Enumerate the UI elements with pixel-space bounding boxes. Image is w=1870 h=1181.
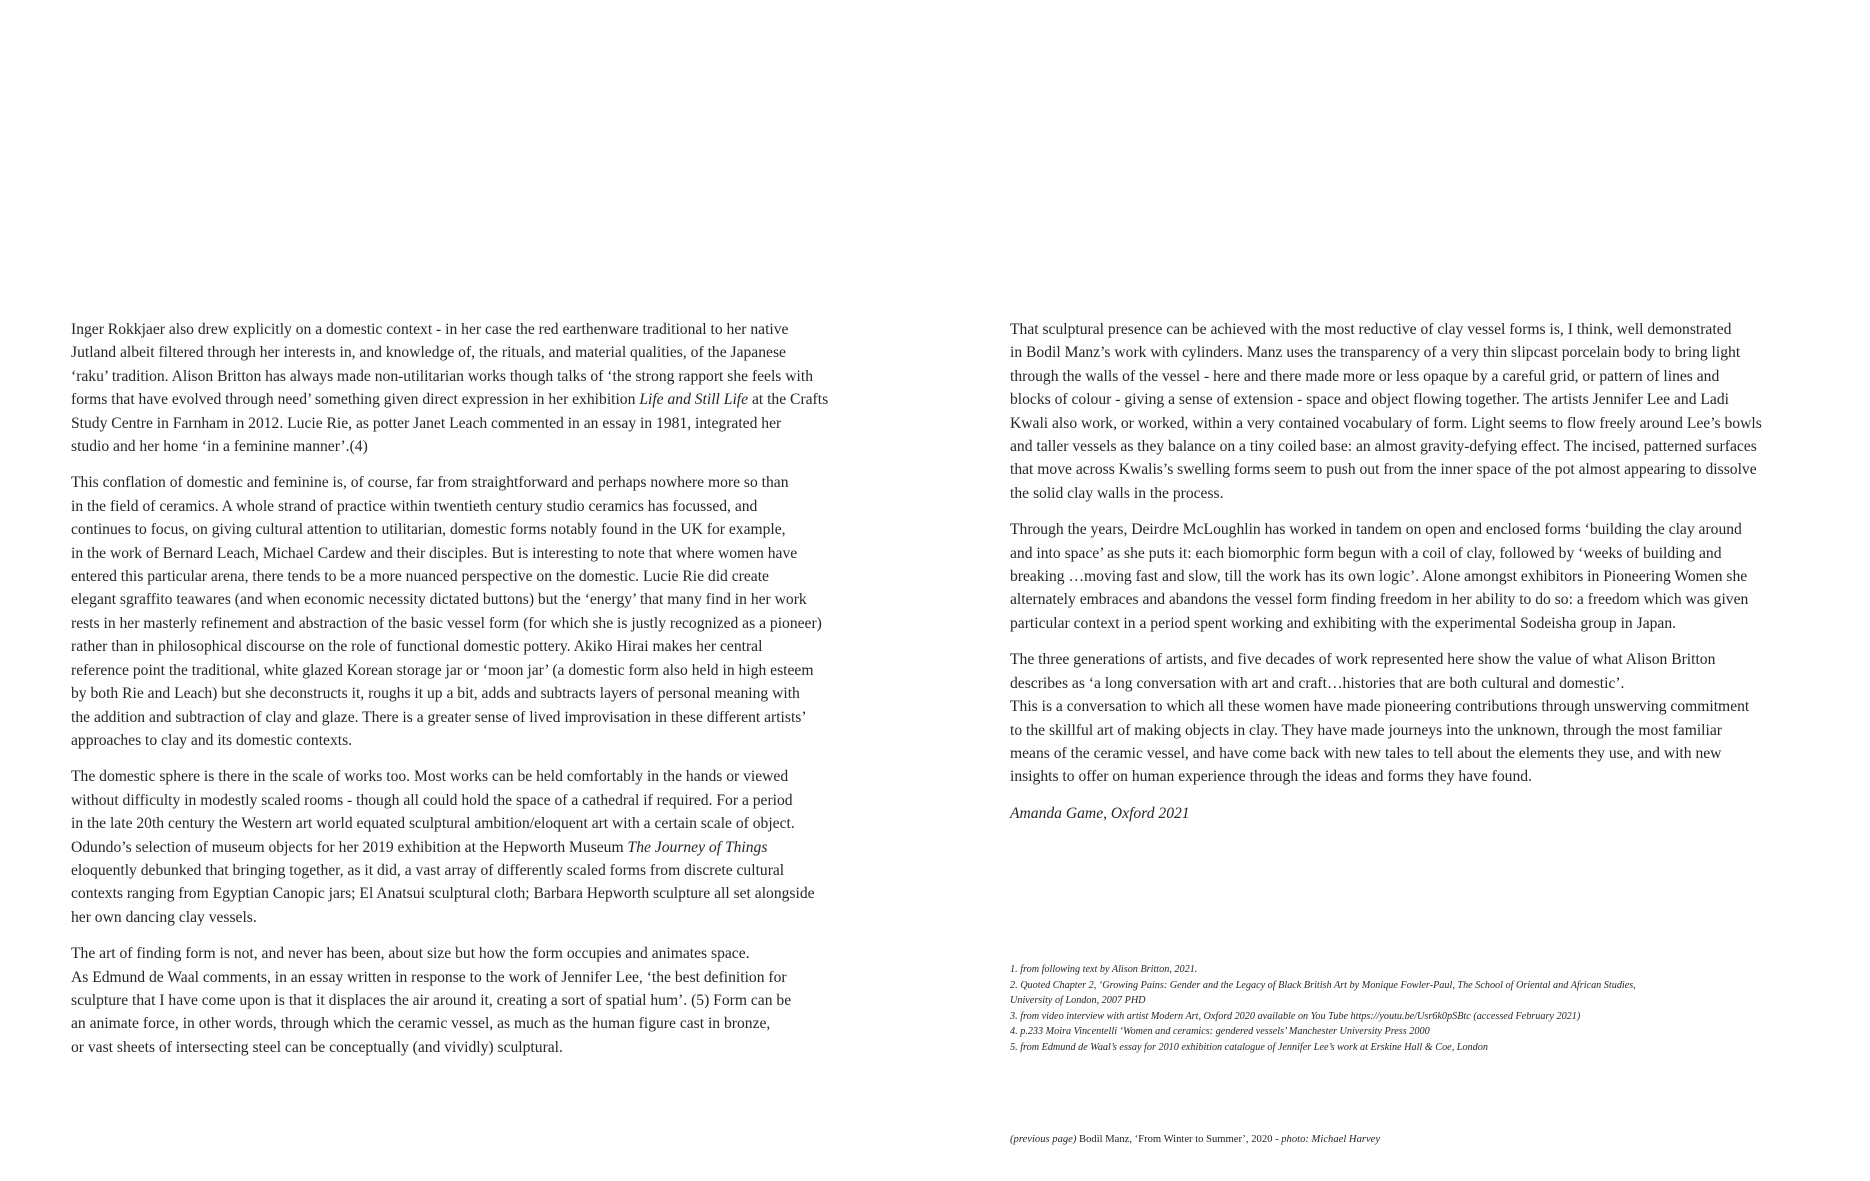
- exhibition-title: The Journey of Things: [627, 838, 768, 856]
- image-caption: [1010, 1133, 1380, 1147]
- text-line: This conflation of domestic and feminine is, of course, far from straightforward and perhaps nowhere more so than: [71, 474, 789, 492]
- text-line: blocks of colour - giving a sense of extension - space and object flowing together. The artists Jennifer Lee and Ladi: [1010, 391, 1729, 409]
- text-line: This is a conversation to which all these women have made pioneering contributions through unswerving commitment: [1010, 698, 1750, 716]
- left-paragraph-1: [71, 318, 911, 458]
- caption-text: Bodil Manz, ‘From Winter to Summer’, 2020 -: [1076, 1134, 1282, 1145]
- photo-credit: photo: Michael Harvey: [1281, 1134, 1381, 1145]
- footnote: 1. from following text by Alison Britton, 2021.: [1010, 964, 1198, 975]
- caption-prefix: (previous page): [1010, 1134, 1077, 1145]
- text-line: entered this particular arena, there tends to be a more nuanced perspective on the domestic. Lucie Rie did create: [71, 568, 769, 586]
- text-line: Study Centre in Farnham in 2012. Lucie Rie, as potter Janet Leach commented in an essay in 1981, integrated her: [71, 414, 782, 432]
- text-line: Jutland albeit filtered through her interests in, and knowledge of, the rituals, and material qualities, of the Japanese: [71, 344, 786, 362]
- exhibition-title: Life and Still Life: [639, 391, 749, 409]
- text-line: reference point the traditional, white glazed Korean storage jar or ‘moon jar’ (a domestic form also held in high esteem: [71, 661, 814, 679]
- text-run: forms that have evolved through need’ something given direct expression in her exhibition: [71, 391, 640, 409]
- footnote: 3. from video interview with artist Modern Art, Oxford 2020 available on You Tube https://youtu.be/Usr6k0pSBtc (accessed February 2021): [1010, 1010, 1581, 1022]
- left-paragraph-4: [71, 942, 911, 1059]
- text-line: through the walls of the vessel - here and there made more or less opaque by a careful grid, or pattern of lines and: [1010, 367, 1720, 385]
- right-page: [935, 0, 1870, 1181]
- text-line: by both Rie and Leach) but she deconstructs it, roughs it up a bit, adds and subtracts layers of personal meaning with: [71, 685, 800, 703]
- text-line: in the field of ceramics. A whole strand of practice within twentieth century studio ceramics has focussed, and: [71, 497, 758, 515]
- text-line: eloquently debunked that bringing together, as it did, a vast array of differently scaled forms from discrete cultural: [71, 861, 785, 879]
- text-line: [71, 836, 911, 859]
- left-paragraph-3: [71, 765, 911, 929]
- text-line: breaking …moving fast and slow, till the work has its own logic’. Alone amongst exhibitors in Pioneering Women she: [1010, 568, 1748, 586]
- text-line: Inger Rokkjaer also drew explicitly on a domestic context - in her case the red earthenware traditional to her native: [71, 321, 789, 338]
- left-text-column: [71, 318, 911, 1072]
- text-run: at the Crafts: [748, 391, 829, 409]
- text-line: The three generations of artists, and five decades of work represented here show the value of what Alison Britton: [1010, 651, 1716, 669]
- right-paragraph-2: [1010, 518, 1850, 635]
- right-paragraph-3: [1010, 648, 1850, 788]
- text-line: studio and her home ‘in a feminine manner’.(4): [71, 438, 368, 456]
- text-line: insights to offer on human experience through the ideas and forms they have found.: [1010, 768, 1532, 786]
- right-paragraph-1: [1010, 318, 1850, 505]
- text-line: the addition and subtraction of clay and glaze. There is a greater sense of lived improvisation in these different artists’: [71, 708, 807, 726]
- text-line: contexts ranging from Egyptian Canopic jars; El Anatsui sculptural cloth; Barbara Hepworth sculpture all set alongside: [71, 885, 815, 903]
- text-line: without difficulty in modestly scaled rooms - though all could hold the space of a cathedral if required. For a period: [71, 791, 793, 809]
- text-line: [71, 388, 911, 411]
- footnote: 4. p.233 Moira Vincentelli ‘Women and ceramics: gendered vessels’ Manchester University Press 2000: [1010, 1026, 1430, 1037]
- text-line: and into space’ as she puts it: each biomorphic form begun with a coil of clay, followed by ‘weeks of building and: [1010, 544, 1722, 562]
- text-line: As Edmund de Waal comments, in an essay written in response to the work of Jennifer Lee, ‘the best definition for: [71, 968, 787, 986]
- text-line: The domestic sphere is there in the scale of works too. Most works can be held comfortably in the hands or viewed: [71, 768, 789, 786]
- text-line: The art of finding form is not, and never has been, about size but how the form occupies and animates space.: [71, 945, 750, 963]
- text-line: that move across Kwalis’s swelling forms seem to push out from the inner space of the pot almost appearing to dissolve: [1010, 461, 1757, 479]
- text-line: ‘raku’ tradition. Alison Britton has always made non-utilitarian works though talks of ‘the strong rapport she feels with: [71, 367, 813, 385]
- author-signature: Amanda Game, Oxford 2021: [1010, 804, 1190, 822]
- text-line: rather than in philosophical discourse on the role of functional domestic pottery. Akiko Hirai makes her central: [71, 638, 763, 656]
- text-line: sculpture that I have come upon is that it displaces the air around it, creating a sort of spatial hum’. (5) Form can be: [71, 991, 792, 1009]
- left-paragraph-2: [71, 471, 911, 752]
- text-line: describes as ‘a long conversation with art and craft…histories that are both cultural and domestic’.: [1010, 674, 1625, 692]
- text-run: Odundo’s selection of museum objects for her 2019 exhibition at the Hepworth Museum: [71, 838, 628, 856]
- text-line: alternately embraces and abandons the vessel form finding freedom in her ability to do so: a freedom which was given: [1010, 591, 1749, 609]
- footnotes: [1010, 962, 1860, 1055]
- footnote: 5. from Edmund de Waal’s essay for 2010 exhibition catalogue of Jennifer Lee’s work at Erskine Hall & Coe, London: [1010, 1041, 1488, 1053]
- text-line: an animate force, in other words, through which the ceramic vessel, as much as the human figure cast in bronze,: [71, 1015, 771, 1033]
- text-line: continues to focus, on giving cultural attention to utilitarian, domestic forms notably found in the UK for example,: [71, 521, 786, 539]
- text-line: Through the years, Deirdre McLoughlin has worked in tandem on open and enclosed forms ‘building the clay around: [1010, 521, 1742, 539]
- text-line: her own dancing clay vessels.: [71, 908, 257, 926]
- text-line: to the skillful art of making objects in clay. They have made journeys into the unknown, through the most familiar: [1010, 721, 1722, 739]
- text-line: rests in her masterly refinement and abstraction of the basic vessel form (for which she is justly recognized as a pioneer): [71, 614, 822, 632]
- footnote: 2. Quoted Chapter 2, ‘Growing Pains: Gender and the Legacy of Black British Art by Monique Fowler-Paul, The School of Oriental and African Studies,: [1010, 979, 1636, 991]
- text-line: and taller vessels as they balance on a tiny coiled base: an almost gravity-defying effect. The incised, patterned surfaces: [1010, 438, 1757, 456]
- text-line: the solid clay walls in the process.: [1010, 484, 1224, 502]
- text-line: in the late 20th century the Western art world equated sculptural ambition/eloquent art with a certain scale of object.: [71, 815, 795, 833]
- footnote: University of London, 2007 PHD: [1010, 995, 1146, 1006]
- text-line: or vast sheets of intersecting steel can be conceptually (and vividly) sculptural.: [71, 1038, 563, 1056]
- text-line: in the work of Bernard Leach, Michael Cardew and their disciples. But is interesting to note that where women have: [71, 544, 798, 562]
- right-text-column: [1010, 318, 1850, 838]
- text-line: Kwali also work, or worked, within a very contained vocabulary of form. Light seems to flow freely around Lee’s bowls: [1010, 414, 1762, 432]
- text-line: That sculptural presence can be achieved with the most reductive of clay vessel forms is, I think, well demonstrated: [1010, 321, 1732, 338]
- text-line: in Bodil Manz’s work with cylinders. Manz uses the transparency of a very thin slipcast porcelain body to bring light: [1010, 344, 1741, 362]
- text-line: approaches to clay and its domestic contexts.: [71, 731, 353, 749]
- text-line: elegant sgraffito teawares (and when economic necessity dictated buttons) but the ‘energy’ that many find in her work: [71, 591, 807, 609]
- text-line: particular context in a period spent working and exhibiting with the experimental Sodeisha group in Japan.: [1010, 614, 1677, 632]
- text-line: means of the ceramic vessel, and have come back with new tales to tell about the elements they use, and with new: [1010, 744, 1722, 762]
